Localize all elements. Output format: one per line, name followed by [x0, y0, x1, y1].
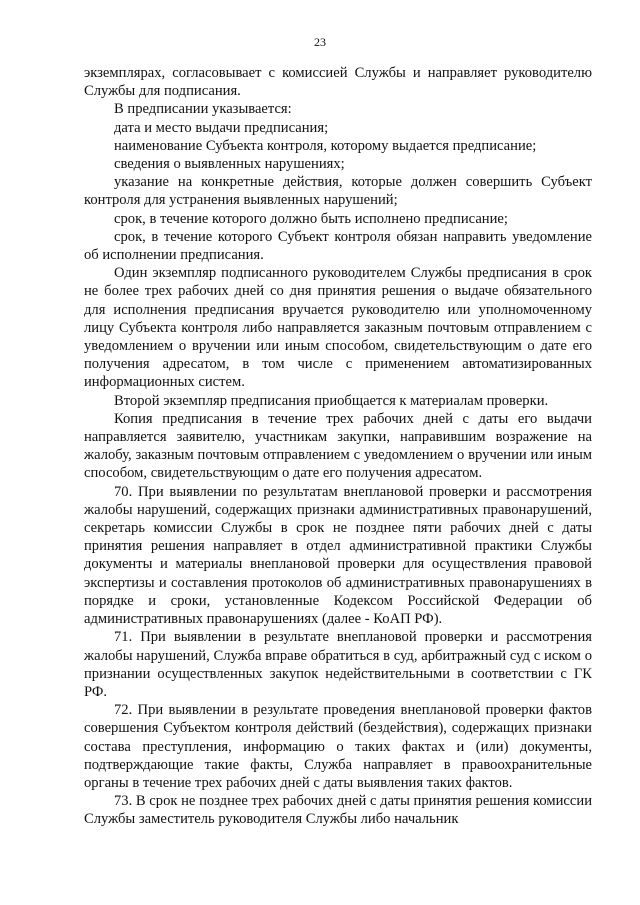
list-item: срок, в течение которого должно быть исполнено предписание; [114, 210, 508, 227]
paragraph-delivery: Один экземпляр подписанного руководителем Службы предписания в срок не более трех рабочих дней со дня принятия решения о выдаче обязательного для исполнения предписания вручается руководителю или уполномоченному лицу Субъекта контроля либо направляется заказным почтовым отправлением с уведомлением о вручении или иным способом, свидетельствующим о дате его получения адресатом, в том числе с применением автоматизированных информационных систем. [84, 265, 592, 391]
paragraph-continuation: экземплярах, согласовывает с комиссией Службы и направляет руководителю Службы для подписания. [84, 65, 592, 100]
list-item: срок, в течение которого Субъект контроля обязан направить уведомление об исполнении предписания. [84, 228, 592, 264]
paragraph-prescription-intro: В предписании указывается: [114, 101, 292, 118]
page-number: 23 [314, 35, 326, 49]
list-item: указание на конкретные действия, которые должен совершить Субъект контроля для устранения выявленных нарушений; [84, 174, 592, 209]
clause-71: 71. При выявлении в результате внеплановой проверки и рассмотрения жалобы нарушений, Служба вправе обратиться в суд, арбитражный суд с иском о признании осуществленных закупок недействительными в соответствии с ГК РФ. [84, 629, 592, 700]
paragraph-second-copy: Второй экземпляр предписания приобщается к материалам проверки. [114, 392, 549, 409]
list-item: наименование Субъекта контроля, которому выдается предписание; [114, 137, 537, 154]
list-item: дата и место выдачи предписания; [114, 119, 329, 136]
paragraph-copy-distribution: Копия предписания в течение трех рабочих дней с даты его выдачи направляется заявителю, участникам закупки, направившим возражение на жалобу, заказным почтовым отправлением с уведомлением о вручении или иным способом, свидетельствующим о дате его получения адресатом. [84, 410, 592, 482]
document-body [84, 64, 592, 829]
clause-70: 70. При выявлении по результатам внеплановой проверки и рассмотрения жалобы нарушений, содержащих признаки административных правонарушений, секретарь комиссии Службы в срок не позднее пяти рабочих дней с даты принятия решения направляет в отдел административной практики Службы документы и материалы внеплановой проверки для осуществления правовой экспертизы и составления протоколов об административных правонарушениях в порядке и сроки, установленные Кодексом Российской Федерации об административных правонарушениях (далее - КоАП РФ). [84, 483, 592, 628]
list-item: сведения о выявленных нарушениях; [114, 156, 345, 173]
clause-72: 72. При выявлении в результате проведения внеплановой проверки фактов совершения Субъектом контроля действий (бездействия), содержащих признаки состава преступления, информацию о таких фактах и (или) документы, подтверждающие такие факты, Служба направляет в правоохранительные органы в течение трех рабочих дней с даты выявления таких фактов. [84, 702, 592, 791]
clause-73: 73. В срок не позднее трех рабочих дней с даты принятия решения комиссии Службы заместитель руководителя Службы либо начальник [84, 793, 592, 828]
